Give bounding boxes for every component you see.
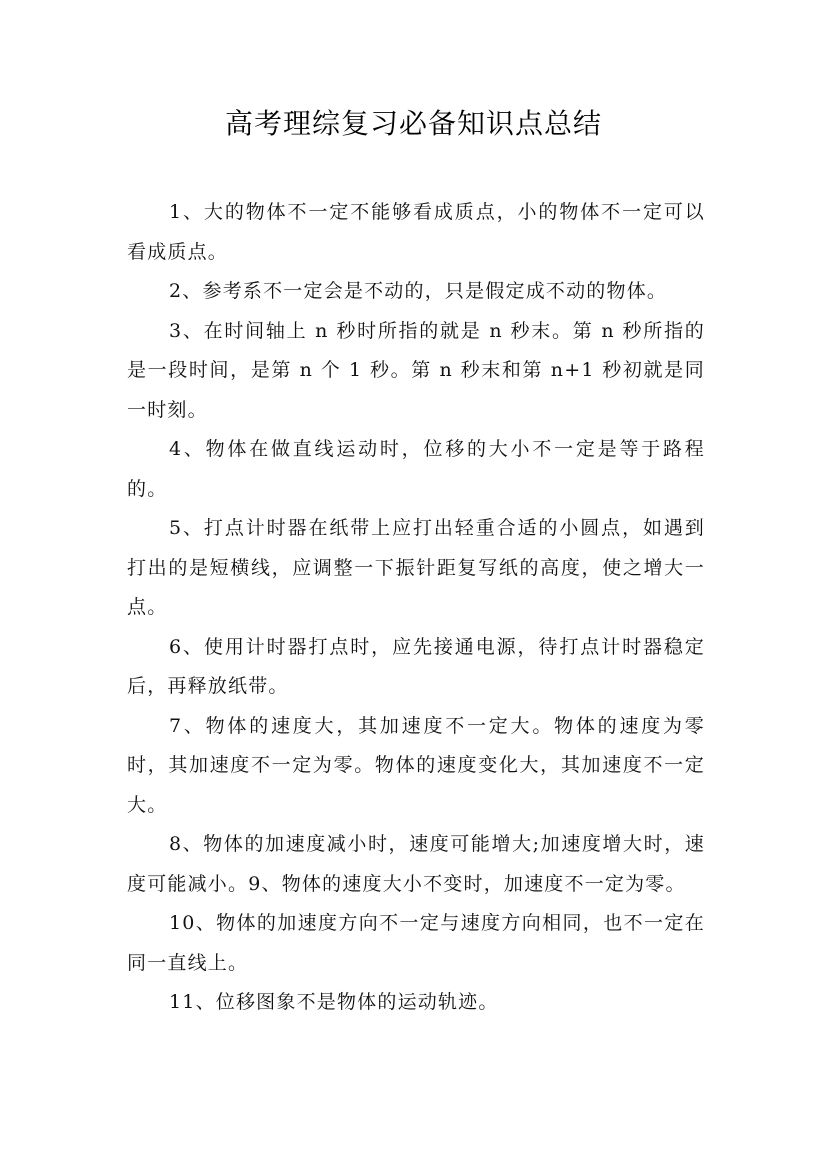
- paragraph-10: 10、物体的加速度方向不一定与速度方向相同，也不一定在同一直线上。: [127, 912, 705, 974]
- paragraph-4: 4、物体在做直线运动时，位移的大小不一定是等于路程的。: [127, 438, 705, 500]
- paragraph-7: 7、物体的速度大，其加速度不一定大。物体的速度为零时，其加速度不一定为零。物体的速度变化大，其加速度不一定大。: [127, 714, 705, 816]
- paragraph-1: 1、大的物体不一定不能够看成质点，小的物体不一定可以看成质点。: [127, 201, 705, 263]
- paragraph-6: 6、使用计时器打点时，应先接通电源，待打点计时器稳定后，再释放纸带。: [127, 635, 705, 697]
- paragraph-5: 5、打点计时器在纸带上应打出轻重合适的小圆点，如遇到打出的是短横线，应调整一下振针距复写纸的高度，使之增大一点。: [127, 517, 705, 618]
- paragraph-3: 3、在时间轴上 n 秒时所指的就是 n 秒末。第 n 秒所指的是一段时间，是第 n 个 1 秒。第 n 秒末和第 n+1 秒初就是同一时刻。: [127, 319, 705, 421]
- document-body: [127, 193, 705, 1023]
- document-title: 高考理综复习必备知识点总结: [224, 107, 602, 140]
- paragraph-8: 8、物体的加速度减小时，速度可能增大;加速度增大时，速度可能减小。9、物体的速度大小不变时，加速度不一定为零。: [127, 833, 705, 895]
- paragraph-2: 2、参考系不一定会是不动的，只是假定成不动的物体。: [169, 280, 668, 302]
- paragraph-11: 11、位移图象不是物体的运动轨迹。: [169, 991, 499, 1013]
